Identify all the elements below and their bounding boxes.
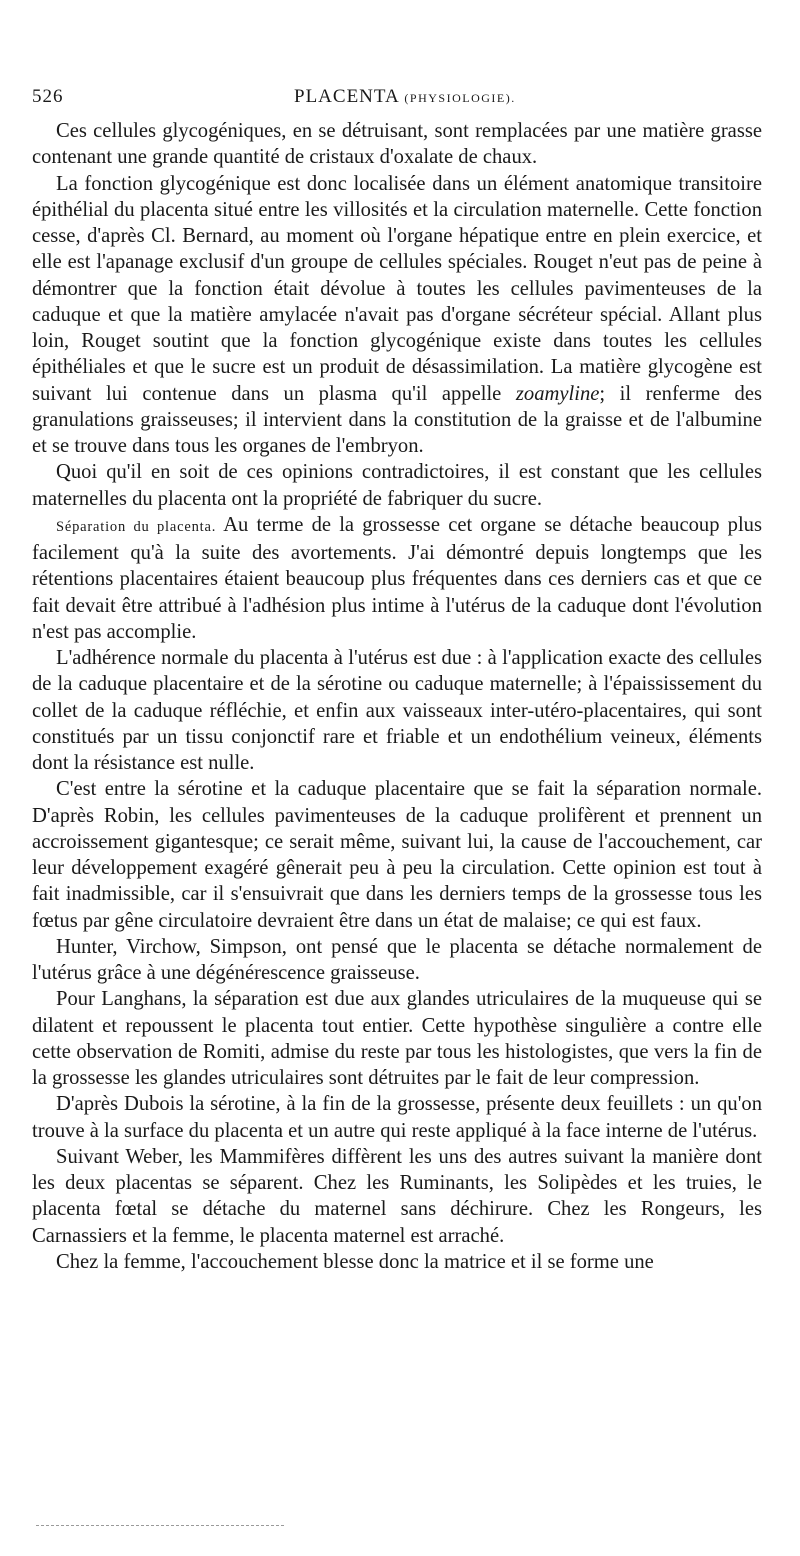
- paragraph: Hunter, Virchow, Simpson, ont pensé que le placenta se détache normalement de l'utérus grâce à une dégénérescence graisseuse.: [32, 935, 762, 984]
- running-title-main: PLACENTA: [294, 86, 399, 107]
- section-intro-text: Au terme de la grossesse cet organe se détache beaucoup plus facilement qu'à la suite des avortements. J'ai démontré depuis longtemps que les rétentions placentaires étaient beaucoup plus fréquentes dans ces derniers cas et que ce fait devait être attribué à l'adhésion plus intime à l'utérus de la caduque dont l'évolution n'est pas accomplie.: [32, 513, 762, 643]
- page-number: 526: [32, 86, 64, 107]
- main-text: [32, 118, 762, 1275]
- paragraph: Pour Langhans, la séparation est due aux glandes utriculaires de la muqueuse qui se dilatent et repoussent le placenta tout entier. Cette hypothèse singulière a contre elle cette observation de Romiti, admise du reste par tous les histologistes, que vers la fin de la grossesse les glandes utriculaires sont détruites par le fait de leur compression.: [32, 988, 762, 1089]
- running-title-subtitle: (PHYSIOLOGIE).: [404, 91, 516, 105]
- section-paragraph: [32, 512, 762, 645]
- section-heading: Séparation du placenta.: [56, 518, 217, 535]
- paragraph-continued: Chez la femme, l'accouchement blesse donc la matrice et il se forme une: [56, 1250, 654, 1273]
- paragraph: Suivant Weber, les Mammifères diffèrent les uns des autres suivant la manière dont les deux placentas se séparent. Chez les Ruminants, les Solipèdes et les truies, le placenta fœtal se détache du maternel sans déchirure. Chez les Rongeurs, les Carnassiers et la femme, le placenta maternel est arraché.: [32, 1145, 762, 1247]
- paragraph: L'adhérence normale du placenta à l'utérus est due : à l'application exacte des cellules de la caduque placentaire et de la sérotine ou caduque maternelle; à l'épaississement du collet de la caduque réfléchie, et enfin aux vaisseaux inter-utéro-placentaires, qui sont constitués par un tissu conjonctif rare et friable et un endothélium veineux, éléments dont la résistance est nulle.: [32, 647, 762, 774]
- paragraph: D'après Dubois la sérotine, à la fin de la grossesse, présente deux feuillets : un qu'on trouve à la surface du placenta et un autre qui reste appliqué à la face interne de l'utérus.: [32, 1093, 762, 1142]
- paragraph: C'est entre la sérotine et la caduque placentaire que se fait la séparation normale. D'après Robin, les cellules pavimenteuses de la caduque prolifèrent et prennent un accroissement gigantesque; ce serait même, suivant lui, la cause de l'accouchement, car leur développement exagéré gênerait peu à peu la circulation. Cette opinion est tout à fait inadmissible, car il s'ensuivrait que dans les derniers temps de la grossesse tous les fœtus par gêne circulatoire devraient être dans un état de malaise; ce qui est faux.: [32, 778, 762, 932]
- paragraph: Quoi qu'il en soit de ces opinions contradictoires, il est constant que les cellules maternelles du placenta ont la propriété de fabriquer du sucre.: [32, 461, 762, 510]
- running-header: [32, 86, 762, 116]
- paragraph: Ces cellules glycogéniques, en se détruisant, sont remplacées par une matière grasse contenant une grande quantité de cristaux d'oxalate de chaux.: [32, 120, 762, 169]
- running-title: [294, 86, 516, 108]
- emphasized-term: zoamyline: [515, 382, 600, 405]
- paragraph: La fonction glycogénique est donc localisée dans un élément anatomique transitoire épithélial du placenta situé entre les villosités et la circulation maternelle. Cette fonction cesse, d'après Cl. Bernard, au moment où l'organe hépatique entre en plein exercice, et elle est l'apanage exclusif d'un groupe de cellules spéciales. Rouget n'eut pas de peine à démontrer que la fonction était dévolue à toutes les cellules pavimenteuses de la caduque et que la matière amylacée n'avait pas d'organe sécréteur spécial. Allant plus loin, Rouget soutint que la fonction glycogénique existe dans toutes les cellules épithéliales et que le sucre est un produit de désassimilation. La matière glycogène est suivant lui contenue dans un plasma qu'il appelle zoamyline; il renferme des granulations graisseuses; il intervient dans la constitution de la graisse et de l'albumine et se trouve dans tous les organes de l'embryon.: [32, 172, 762, 457]
- footer-rule: [36, 1525, 284, 1526]
